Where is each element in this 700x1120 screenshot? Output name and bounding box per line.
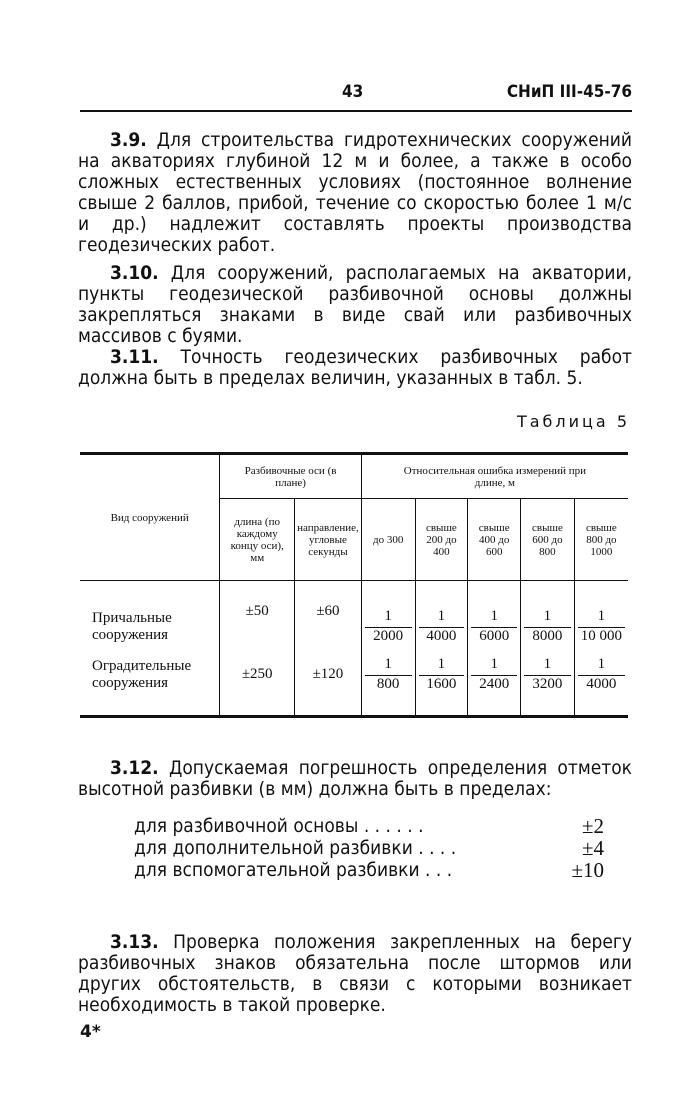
fraction-cell — [415, 603, 468, 651]
tolerance-list — [134, 816, 604, 882]
table-row — [80, 651, 628, 699]
fraction-cell — [574, 603, 628, 651]
row-length: ±250 — [220, 651, 295, 699]
header-range: свыше 800 до 1000 — [574, 499, 628, 581]
row-type: Оградительные сооружения — [80, 651, 220, 699]
header-range: свыше 600 до 800 — [521, 499, 575, 581]
fraction-cell — [468, 603, 521, 651]
fraction-denominator: 4000 — [578, 675, 625, 693]
fraction-cell — [468, 651, 521, 699]
paragraph-text: Для сооружений, располагаемых на акватории, пункты геодезической разбивочной основы должны закрепляться знаками в виде свай или разбивочных массивов с буями. — [78, 262, 632, 347]
paragraph-3-10 — [78, 263, 632, 347]
list-item — [134, 838, 604, 860]
paragraph-text: Точность геодезических разбивочных работ должна быть в пределах величин, указанных в табл. 5. — [78, 346, 632, 389]
fraction-numerator: 1 — [384, 608, 392, 624]
fraction-denominator: 10 000 — [578, 627, 625, 645]
fraction-cell — [521, 651, 575, 699]
paragraph-text: Допускаемая погрешность определения отметок высотной разбивки (в мм) должна быть в пределах: — [78, 757, 632, 800]
paragraph-number: 3.9. — [110, 129, 147, 151]
fraction-cell — [415, 651, 468, 699]
header-error-group: Относительная ошибка измерений при длине, м — [361, 454, 628, 499]
paragraph-3-11 — [78, 347, 632, 389]
document-code: СНиП III-45-76 — [506, 82, 632, 102]
paragraph-3-12 — [78, 758, 632, 800]
list-item — [134, 860, 604, 882]
table-caption: Таблица 5 — [516, 412, 630, 431]
signature-mark: 4* — [80, 1022, 101, 1042]
fraction-numerator: 1 — [543, 656, 552, 672]
leader-dots: . . . . . . — [358, 815, 424, 837]
row-direction: ±60 — [295, 603, 362, 651]
paragraph-3-9 — [78, 130, 632, 256]
header-length: длина (по каждому концу оси), мм — [220, 499, 295, 581]
list-item-value: ±10 — [571, 858, 604, 882]
header-axes-group: Разбивочные оси (в плане) — [220, 454, 362, 499]
running-header — [80, 82, 632, 108]
leader-dots: . . . — [419, 859, 453, 881]
fraction-denominator: 1600 — [419, 675, 465, 693]
fraction-numerator: 1 — [437, 608, 446, 624]
paragraph-text: Для строительства гидротехнических сооружений на акваториях глубиной 12 м и более, а также в особо сложных естественных условиях (постоянное волнение свыше 2 баллов, прибой, течение со скоростью более 1 м/с и др.) надлежит составлять проекты производства геодезических работ. — [78, 129, 632, 256]
tolerance-table — [80, 452, 628, 718]
header-direction: направление, угловые секунды — [295, 499, 362, 581]
fraction-numerator: 1 — [597, 608, 606, 624]
header-type: Вид сооружений — [80, 454, 220, 581]
fraction-denominator: 3200 — [524, 675, 571, 693]
fraction-numerator: 1 — [384, 656, 392, 672]
list-item-value: ±4 — [581, 836, 604, 860]
page-number: 43 — [342, 82, 364, 102]
leader-dots: . . . . — [412, 837, 457, 859]
fraction-numerator: 1 — [543, 608, 552, 624]
list-item-label: для дополнительной разбивки — [134, 837, 413, 859]
fraction-numerator: 1 — [490, 656, 498, 672]
paragraph-3-13 — [78, 932, 632, 1016]
fraction-cell — [574, 651, 628, 699]
fraction-numerator: 1 — [437, 656, 446, 672]
fraction-denominator: 4000 — [419, 627, 465, 645]
fraction-numerator: 1 — [490, 608, 498, 624]
fraction-cell — [361, 603, 415, 651]
header-range: до 300 — [361, 499, 415, 581]
header-range: свыше 400 до 600 — [468, 499, 521, 581]
fraction-denominator: 8000 — [524, 627, 571, 645]
fraction-denominator: 6000 — [471, 627, 517, 645]
paragraph-number: 3.10. — [110, 262, 159, 284]
list-item-value: ±2 — [581, 814, 604, 838]
fraction-denominator: 800 — [365, 675, 412, 693]
fraction-numerator: 1 — [597, 656, 606, 672]
list-item — [134, 816, 604, 838]
paragraph-number: 3.12. — [110, 757, 159, 779]
paragraph-text: Проверка положения закрепленных на берегу разбивочных знаков обязательна после штормов или других обстоятельств, в связи с которыми возникает необходимость в такой проверке. — [78, 931, 632, 1016]
fraction-denominator: 2400 — [471, 675, 517, 693]
fraction-cell — [521, 603, 575, 651]
row-direction: ±120 — [295, 651, 362, 699]
list-item-label: для разбивочной основы — [134, 815, 359, 837]
paragraph-number: 3.13. — [110, 931, 159, 953]
row-type: Причальные сооружения — [80, 603, 220, 651]
row-length: ±50 — [220, 603, 295, 651]
paragraph-number: 3.11. — [110, 346, 159, 368]
fraction-denominator: 2000 — [365, 627, 412, 645]
header-rule — [80, 110, 632, 112]
fraction-cell — [361, 651, 415, 699]
header-range: свыше 200 до 400 — [415, 499, 468, 581]
table-row — [80, 603, 628, 651]
list-item-label: для вспомогательной разбивки — [134, 859, 420, 881]
